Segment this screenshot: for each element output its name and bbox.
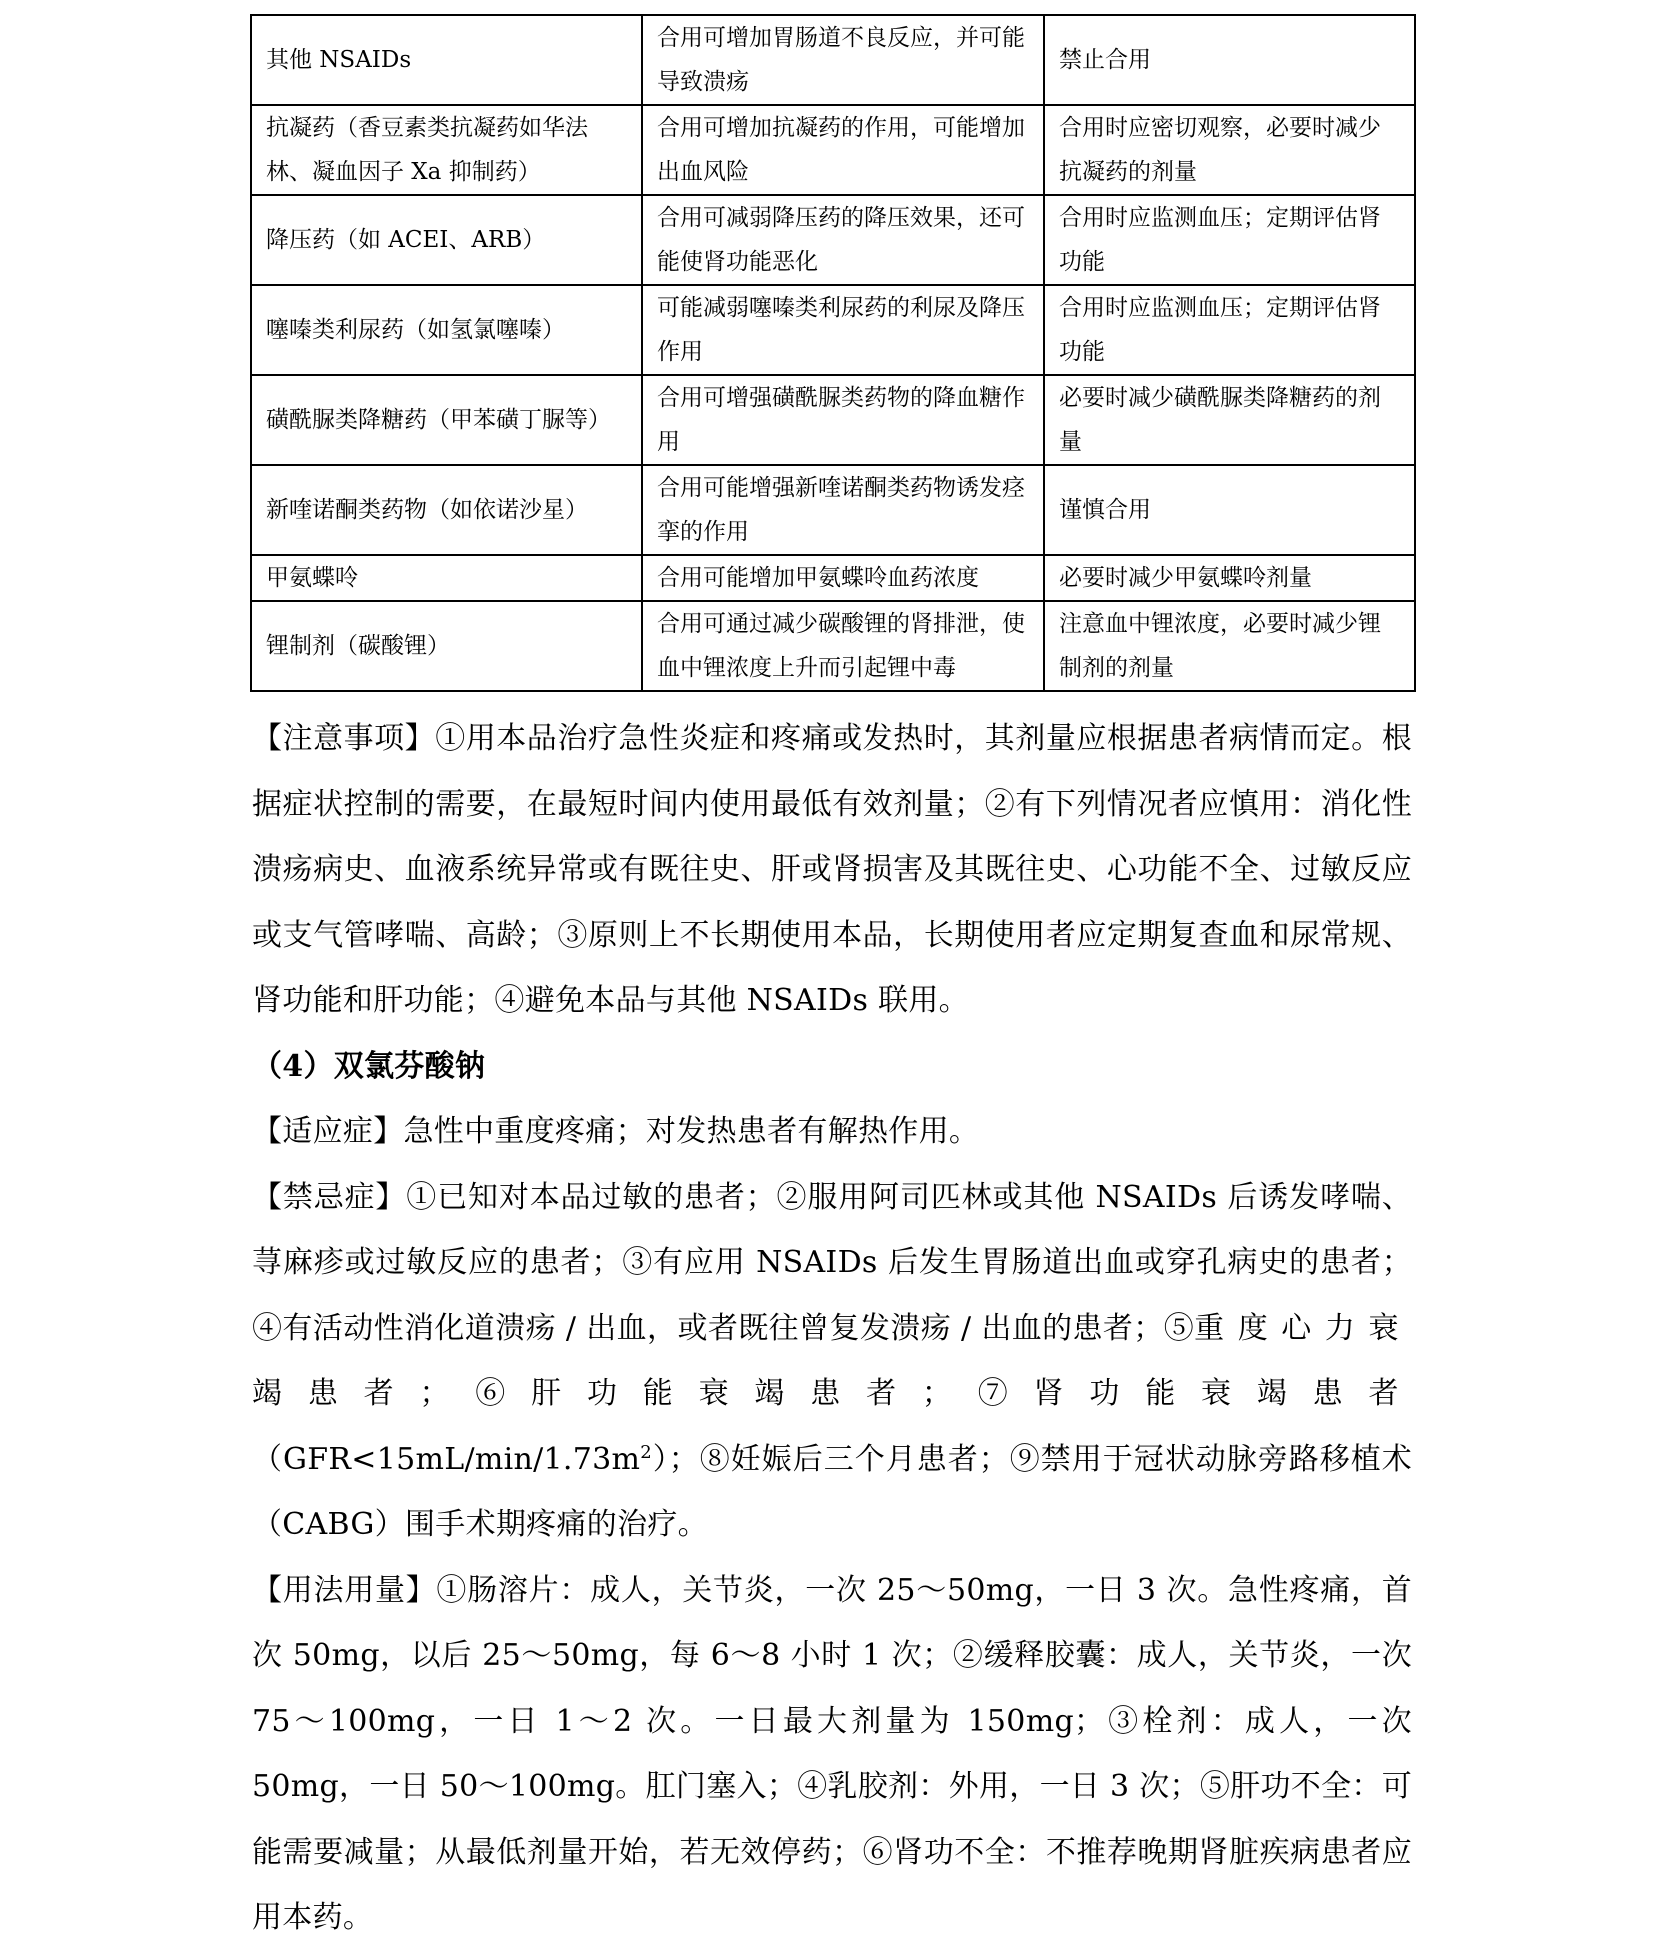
table-cell-advice: 必要时减少甲氨蝶呤剂量: [1044, 555, 1415, 601]
dosage-paragraph: [252, 1558, 1412, 1951]
table-row: [251, 105, 1415, 195]
drug-heading: （4）双氯芬酸钠: [252, 1048, 486, 1084]
table-cell-drug: 新喹诺酮类药物（如依诺沙星）: [251, 465, 642, 555]
table-row: [251, 15, 1415, 105]
table-row: [251, 555, 1415, 601]
superscript: 2: [640, 1441, 653, 1463]
section-text: ①用本品治疗急性炎症和疼痛或发热时，其剂量应根据患者病情而定。根据症状控制的需要，在最短时间内使用最低有效剂量；②有下列情况者应慎用：消化性溃疡病史、血液系统异常或有既往史、肝或肾损害及其既往史、心功能不全、过敏反应或支气管哮喘、高龄；③原则上不长期使用本品，长期使用者应定期复查血和尿常规、肾功能和肝功能；④避免本品与其他 NSAIDs 联用。: [252, 721, 1412, 1018]
table-cell-effect: 合用可增加胃肠道不良反应，并可能导致溃疡: [642, 15, 1044, 105]
table-cell-advice: 必要时减少磺酰脲类降糖药的剂量: [1044, 375, 1415, 465]
body-text: [252, 706, 1412, 1951]
table-cell-drug: 噻嗪类利尿药（如氢氯噻嗪）: [251, 285, 642, 375]
table-row: [251, 195, 1415, 285]
table-cell-advice: 合用时应监测血压；定期评估肾功能: [1044, 285, 1415, 375]
section-text: ）；⑧妊娠后三个月患者；⑨禁用于冠状动脉旁路移植术（CABG）围手术期疼痛的治疗。: [252, 1441, 1413, 1542]
section-text: 急性中重度疼痛；对发热患者有解热作用。: [403, 1114, 980, 1149]
table-cell-advice: 合用时应密切观察，必要时减少抗凝药的剂量: [1044, 105, 1415, 195]
table-cell-drug: 磺酰脲类降糖药（甲苯磺丁脲等）: [251, 375, 642, 465]
section-text: ①肠溶片：成人，关节炎，一次 25～50mg，一日 3 次。急性疼痛，首次 50mg，以后 25～50mg，每 6～8 小时 1 次；②缓释胶囊：成人，关节炎，一次 75～100mg，一日 1～2 次。一日最大剂量为 150mg；③栓剂：成人，一次 50mg，一日 50～100mg。肛门塞入；④乳胶剂：外用，一日 3 次；⑤肝功不全：可能需要减量；从最低剂量开始，若无效停药；⑥肾功不全：不推荐晚期肾脏疾病患者应用本药。: [252, 1572, 1412, 1935]
table-row: [251, 285, 1415, 375]
table-row: [251, 375, 1415, 465]
table-cell-advice: 谨慎合用: [1044, 465, 1415, 555]
table-cell-advice: 合用时应监测血压；定期评估肾功能: [1044, 195, 1415, 285]
table-cell-effect: 合用可通过减少碳酸锂的肾排泄，使血中锂浓度上升而引起锂中毒: [642, 601, 1044, 691]
table-cell-effect: 合用可减弱降压药的降压效果，还可能使肾功能恶化: [642, 195, 1044, 285]
section-label: 【禁忌症】: [252, 1179, 407, 1215]
table-cell-effect: 可能减弱噻嗪类利尿药的利尿及降压作用: [642, 285, 1044, 375]
contraindications-paragraph: [252, 1165, 1412, 1558]
table-cell-drug: 锂制剂（碳酸锂）: [251, 601, 642, 691]
section-text: 重度心力衰竭患者；⑥肝功能衰竭患者；⑦肾功能衰竭患者: [252, 1310, 1413, 1411]
table-cell-advice: 注意血中锂浓度，必要时减少锂制剂的剂量: [1044, 601, 1415, 691]
section-label: 【注意事项】: [252, 721, 436, 756]
table-cell-effect: 合用可增加抗凝药的作用，可能增加出血风险: [642, 105, 1044, 195]
table-cell-drug: 其他 NSAIDs: [251, 15, 642, 105]
table-cell-effect: 合用可增强磺酰脲类药物的降血糖作用: [642, 375, 1044, 465]
table-cell-drug: 甲氨蝶呤: [251, 555, 642, 601]
section-text: （GFR<15mL/min/1.73m: [252, 1441, 641, 1477]
table-cell-effect: 合用可能增强新喹诺酮类药物诱发痉挛的作用: [642, 465, 1044, 555]
indications-paragraph: [252, 1099, 1412, 1165]
section-label: 【适应症】: [252, 1114, 404, 1149]
table-cell-drug: 降压药（如 ACEI、ARB）: [251, 195, 642, 285]
table-cell-drug: 抗凝药（香豆素类抗凝药如华法林、凝血因子 Xa 抑制药）: [251, 105, 642, 195]
precautions-paragraph: [252, 706, 1412, 1034]
table-row: [251, 465, 1415, 555]
table-cell-effect: 合用可能增加甲氨蝶呤血药浓度: [642, 555, 1044, 601]
section-label: 【用法用量】: [252, 1572, 437, 1608]
drug-interaction-table: [250, 14, 1416, 692]
table-row: [251, 601, 1415, 691]
section-text: ①已知对本品过敏的患者；②服用阿司匹林或其他 NSAIDs 后诱发哮喘、荨麻疹或过敏反应的患者；③有应用 NSAIDs 后发生胃肠道出血或穿孔病史的患者；④有活动性消化道溃疡 / 出血，或者既往曾复发溃疡 / 出血的患者；⑤: [252, 1179, 1413, 1346]
table-cell-advice: 禁止合用: [1044, 15, 1415, 105]
